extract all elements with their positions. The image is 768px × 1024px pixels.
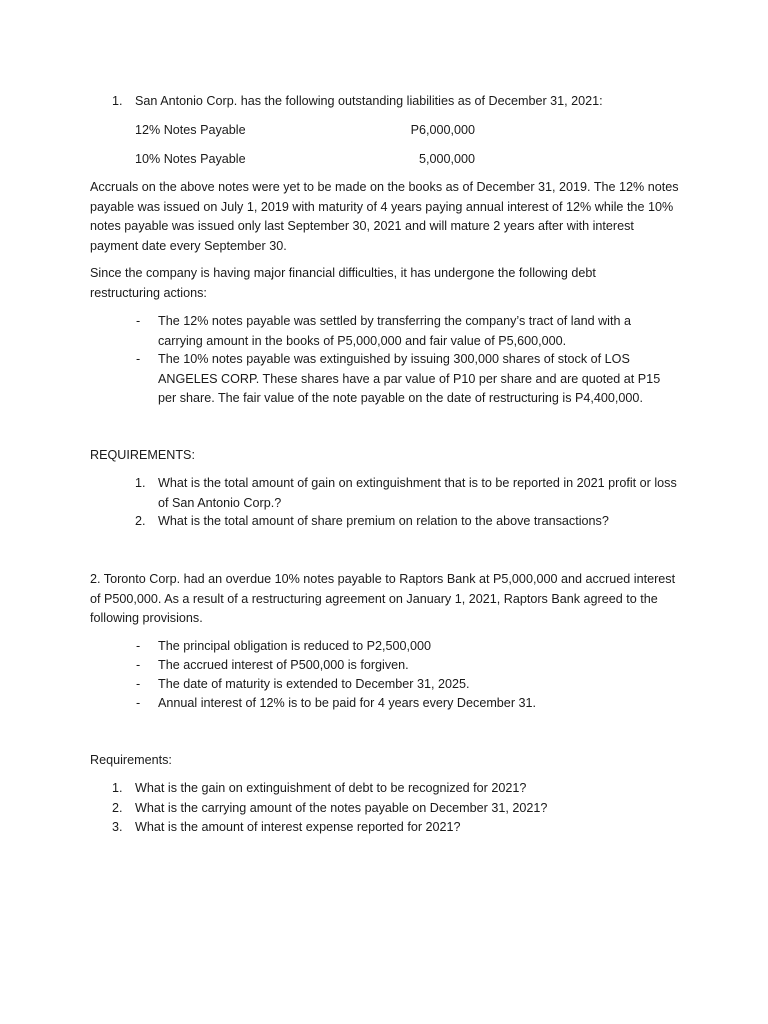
liability-row: [135, 121, 475, 141]
problem2-intro: 2. Toronto Corp. had an overdue 10% notes payable to Raptors Bank at P5,000,000 and accrued interest of P500,000. As a result of a restructuring agreement on January 1, 2021, Raptors Bank agreed to the following provisions.: [90, 572, 676, 625]
requirement-number: 1.: [112, 781, 123, 795]
requirement-item: What is the amount of interest expense reported for 2021?: [135, 820, 461, 834]
liability-label: 12% Notes Payable: [135, 123, 246, 137]
provision-item: The date of maturity is extended to December 31, 2025.: [158, 677, 470, 691]
provision-item: The accrued interest of P500,000 is forgiven.: [158, 658, 409, 672]
requirement-item: What is the gain on extinguishment of debt to be recognized for 2021?: [135, 781, 527, 795]
liability-row: [135, 150, 475, 170]
list-dash: -: [136, 658, 141, 672]
liability-amount: P6,000,000: [410, 123, 475, 137]
list-dash: -: [136, 639, 141, 653]
action-item: The 10% notes payable was extinguished by issuing 300,000 shares of stock of LOS ANGELES CORP. These shares have a par value of P10 per share and are quoted at P15 per share. The fair value of the note payable on the date of restructuring is P4,400,000.: [158, 352, 661, 405]
list-dash: -: [136, 677, 141, 691]
list-dash: -: [136, 314, 141, 328]
problem1-paragraph-restructuring: Since the company is having major financial difficulties, it has undergone the following debt restructuring actions:: [90, 266, 596, 300]
requirement-item: What is the total amount of share premium on relation to the above transactions?: [158, 514, 609, 528]
requirement-item: What is the carrying amount of the notes payable on December 31, 2021?: [135, 801, 548, 815]
list-dash: -: [136, 352, 141, 366]
problem1-paragraph-accruals: Accruals on the above notes were yet to be made on the books as of December 31, 2019. The 12% notes payable was issued on July 1, 2019 with maturity of 4 years paying annual interest of 12% while the 10% notes payable was issued only last September 30, 2021 and will mature 2 years after with interest payment date every September 30.: [90, 180, 679, 253]
problem1-requirements-heading: REQUIREMENTS:: [90, 448, 195, 462]
provision-item: The principal obligation is reduced to P2,500,000: [158, 639, 432, 653]
action-item: The 12% notes payable was settled by transferring the company’s tract of land with a carrying amount in the books of P5,000,000 and fair value of P5,600,000.: [158, 314, 631, 348]
requirement-number: 3.: [112, 820, 123, 834]
requirement-item: What is the total amount of gain on extinguishment that is to be reported in 2021 profit or loss of San Antonio Corp.?: [158, 476, 677, 510]
requirement-number: 1.: [135, 476, 146, 490]
liability-label: 10% Notes Payable: [135, 152, 246, 166]
liability-amount: 5,000,000: [418, 152, 475, 166]
requirement-number: 2.: [135, 514, 146, 528]
problem1-intro: San Antonio Corp. has the following outstanding liabilities as of December 31, 2021:: [135, 94, 603, 108]
requirement-number: 2.: [112, 801, 123, 815]
problem2-requirements-heading: Requirements:: [90, 753, 172, 767]
provision-item: Annual interest of 12% is to be paid for 4 years every December 31.: [158, 696, 537, 710]
list-dash: -: [136, 696, 141, 710]
problem1-number: 1.: [112, 94, 123, 108]
